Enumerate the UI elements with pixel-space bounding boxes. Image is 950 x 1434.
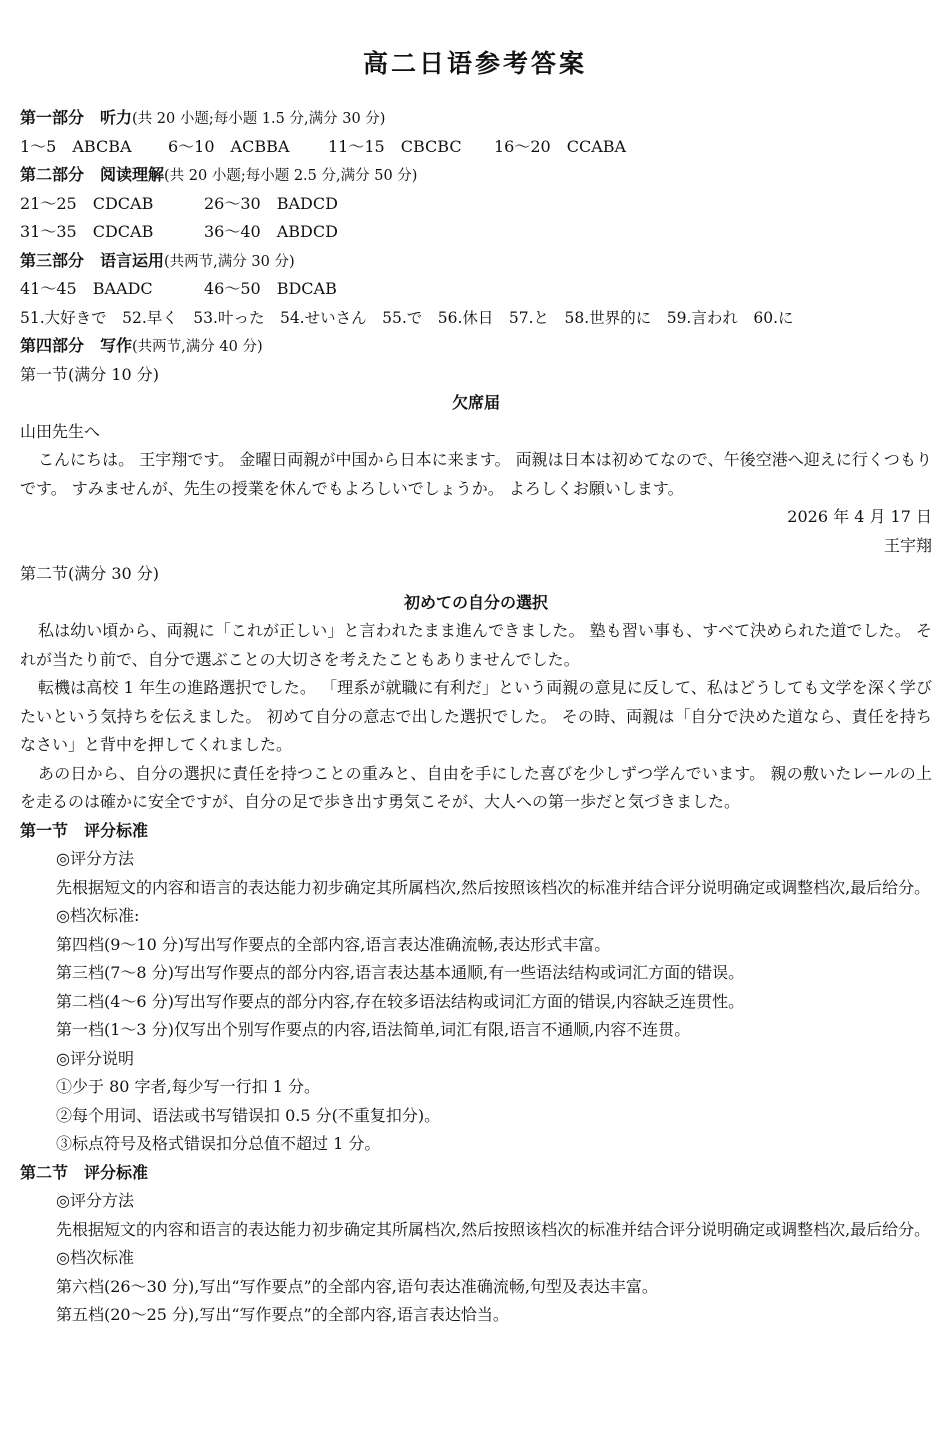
part3-heading: 第三部分 语言运用 [20, 250, 165, 270]
answer-group: 6～10 ACBBA [168, 136, 290, 156]
part4-note: (共两节,满分 40 分) [132, 339, 263, 355]
grading2-method-label: ◎评分方法 [56, 1191, 134, 1210]
part2-answers-row2 [20, 218, 932, 247]
part2-heading-line [20, 161, 932, 190]
part2-note: (共 20 小题;每小题 2.5 分,满分 50 分) [164, 168, 418, 184]
grading1-heading: 第一节 评分标准 [20, 820, 149, 840]
grading1-note: ②每个用词、语法或书写错误扣 0.5 分(不重复扣分)。 [56, 1105, 441, 1125]
grading1-level: 第二档(4～6 分)写出写作要点的部分内容,存在较多语法结构或词汇方面的错误,内容缺乏连贯性。 [56, 991, 745, 1011]
grading1-method-label: ◎评分方法 [56, 849, 134, 868]
section1-label: 第一节(满分 10 分) [20, 364, 160, 384]
grading2-level: 第五档(20～25 分),写出“写作要点”的全部内容,语言表达恰当。 [56, 1305, 509, 1324]
essay2-paragraph: 転機は高校 1 年生の進路選択でした。 「理系が就職に有利だ」という両親の意見に反して、私はどうしても文学を深く学びたいという気持ちを伝えました。 初めて自分の意志で出した選択でした。 その時、両親は「自分で決めた道なら、責任を持ちなさい」と背中を押してくれました。 [20, 678, 932, 754]
answer-content [20, 104, 932, 1330]
part3-heading-line [20, 247, 932, 276]
essay1-date: 2026 年 4 月 17 日 [787, 507, 932, 526]
answer-group: 46～50 BDCAB [204, 279, 337, 298]
answer-group: 21～25 CDCAB [20, 193, 154, 213]
essay2-title: 初めての自分の選択 [403, 592, 548, 612]
grading2-levels-label: ◎档次标准 [56, 1248, 134, 1267]
part2-heading: 第二部分 阅读理解 [20, 165, 165, 184]
part1-heading-line [20, 104, 932, 133]
essay1-salutation: 山田先生へ [20, 421, 101, 441]
essay2-paragraph: あの日から、自分の選択に責任を持つことの重みと、自由を手にした喜びを少しずつ学んでいます。 親の敷いたレールの上を走るのは確かに安全ですが、自分の足で歩き出す勇気こそが、大人への第一歩だと気づきました。 [20, 763, 932, 811]
essay2-paragraph: 私は幼い頃から、両親に「これが正しい」と言われたまま進んできました。 塾も習い事も、すべて決められた道でした。 それが当たり前で、自分で選ぶことの大切さを考えたこともありませんでした。 [20, 621, 932, 669]
grading1-note: ③标点符号及格式错误扣分总值不超过 1 分。 [56, 1134, 381, 1153]
part4-heading: 第四部分 写作 [20, 336, 133, 355]
answer-group: 41～45 BAADC [20, 279, 153, 298]
part1-heading: 第一部分 听力 [20, 108, 133, 127]
essay1-signature: 王宇翔 [883, 535, 932, 555]
answer-group: 1～5 ABCBA [20, 136, 132, 156]
page-title: 高二日语参考答案 [362, 49, 587, 78]
grading1-level: 第三档(7～8 分)写出写作要点的部分内容,语言表达基本通顺,有一些语法结构或词汇方面的错误。 [56, 963, 745, 982]
part2-answers-row1 [20, 190, 932, 219]
part1-answers [20, 133, 932, 162]
grading1-level: 第四档(9～10 分)写出写作要点的全部内容,语言表达准确流畅,表达形式丰富。 [56, 934, 611, 954]
grading2-heading: 第二节 评分标准 [20, 1162, 149, 1182]
answer-group: 31～35 CDCAB [20, 222, 154, 241]
grading1-levels-label: ◎档次标准: [56, 906, 140, 925]
part3-answers-row1 [20, 275, 932, 304]
section2-label: 第二节(满分 30 分) [20, 564, 160, 583]
answer-group: 26～30 BADCD [204, 193, 338, 213]
grading1-note: ①少于 80 字者,每少写一行扣 1 分。 [56, 1077, 320, 1096]
grading1-notes-label: ◎评分说明 [56, 1048, 134, 1068]
grading2-level: 第六档(26～30 分),写出“写作要点”的全部内容,语句表达准确流畅,句型及表达丰富。 [56, 1276, 658, 1296]
grading1-method-text: 先根据短文的内容和语言的表达能力初步确定其所属档次,然后按照该档次的标准并结合评分说明确定或调整档次,最后给分。 [56, 877, 931, 897]
part3-note: (共两节,满分 30 分) [164, 253, 295, 270]
part3-fill-answers: 51.大好きで 52.早く 53.叶った 54.せいさん 55.で 56.休日 57.と 58.世界的に 59.言われ 60.に [20, 308, 794, 327]
grading2-method-text: 先根据短文的内容和语言的表达能力初步确定其所属档次,然后按照该档次的标准并结合评分说明确定或调整档次,最后给分。 [56, 1219, 931, 1239]
answer-group: 16～20 CCABA [494, 136, 627, 156]
answer-group: 11～15 CBCBC [328, 136, 462, 156]
essay1-title: 欠席届 [451, 393, 500, 412]
essay1-body: こんにちは。 王宇翔です。 金曜日両親が中国から日本に来ます。 両親は日本は初めてなので、午後空港へ迎えに行くつもりです。 すみませんが、先生の授業を休んでもよろしいでしょうか。 よろしくお願いします。 [20, 450, 932, 498]
answer-group: 36～40 ABDCD [204, 222, 338, 241]
part4-heading-line [20, 332, 932, 361]
grading1-level: 第一档(1～3 分)仅写出个别写作要点的内容,语法简单,词汇有限,语言不通顺,内容不连贯。 [56, 1020, 691, 1039]
part1-note: (共 20 小题;每小题 1.5 分,满分 30 分) [132, 111, 386, 127]
